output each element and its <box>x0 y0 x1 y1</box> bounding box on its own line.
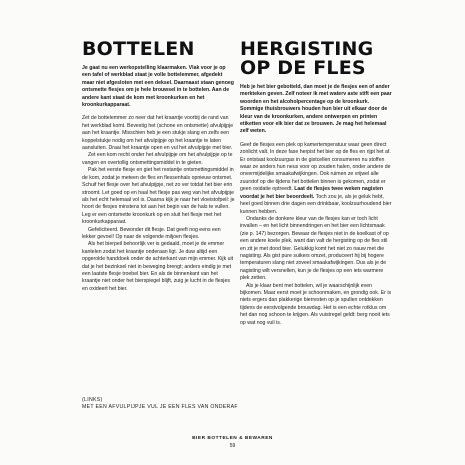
emphasis-text: Laat de flesjes twee weken nagisten voordat je het bier beoordeelt. <box>240 186 384 200</box>
body-paragraph: Als het bierpeil behoorlijk ver is gedaald, moet je de emmer kantelen zodat het kraantje onderaan ligt. Je duw altijd een opgerolde handdoek onder de achterkant van mijn emmer. Kijk uit dat je het bezinksel niet in beweging brengt; anders eindig je met een laatste flesje troebel bier. En als de binnenkant van het kraantje niet onder het bierspiegel blijft, zuig je lucht in de flesjes en oxideert het bier. <box>82 241 234 292</box>
heading-bottelen: BOTTELEN <box>82 38 195 60</box>
running-title: BIER BOTTELEN & BEWAREN <box>192 436 273 441</box>
body-paragraph <box>240 142 393 216</box>
body-paragraph: Zet een kom recht onder het afvulpijpje om het afvulpijpje op te vangen en overtollig ontsmettingsmiddel in te gieten. <box>82 152 233 166</box>
body-paragraph: Ondanks de donkere kleur van de flesjes kan er toch licht invallen – en het licht binnendringen en het bier een lichtsmaak (zie p. 147) bezorgen. Bewaar de flesjes niet in de koelkast of op een andere koele plek, want dan valt de hergisting op de fles stil en zit je met dood bier. Gelukkig komt het niet zo nauw met die nagisting. Als gist pure suikers omzet, produceert hij bij hogere temperaturen slang niet zoveel smaakafwijkingen. Dus als je de nagisting wilt versnellen, kun je de flesjes op een iets warmere plek zetten. <box>240 215 389 282</box>
page-number: 59 <box>229 443 236 449</box>
left-column <box>82 40 235 293</box>
right-column <box>240 40 393 327</box>
body-paragraph: Als je klaar bent met bottelen, wil je waarschijnlijk even bijkomen. Maar eerst moet je schoonmaken, en grondig ook. Er is niets ergers dan plakkerige bierresten op je spullen ontdekken tijdens de eerstvolgende brouwdag. Het is een echte rotklus om het dan nog schoon te krijgen. Als vuistregel geldt: berg nooit iets op wat nog vuil is. <box>240 282 392 326</box>
image-caption <box>82 397 242 412</box>
intro-paragraph-left: Je gaat nu een werkopstelling klaarmaken. Vlak voor je op een tafel of werkblad staat je volle bottelemmer, afgedekt maar niet afgesloten met een deksel. Daarnaast staan genoeg ontsmette flesjes om je hele brouwsel in te bottelen. Aan de andere kant staat de kom met kroonkurken en het kroonkurkapparaat. <box>82 65 234 109</box>
heading-hergisting: HERGISTING OP DE FLES <box>240 38 374 79</box>
body-paragraph: Gefeliciteerd. Bewonder dit flesje. Dat geeft nog eens een lekker gevoel! Op naar de volgende miljoen flesjes. <box>82 226 221 240</box>
body-text: Geef de flesjes een plek op kamertemperatuur waar geen direct zonlicht valt. In deze fase herpist het bier op de fles en rijpt het af. Er ontstaat koolzuurgas in de gistcellen consumeren nu stoffen waar ze anders hun neus voor op zouden halen, onder andere de onvermijdelijke smaakafwijkingen. Ook ruimen ze vrijwel alle zuurstof op die tijdens het bottelen binnen is gekomen, zodat er geen oxidatie optreedt. <box>240 141 391 193</box>
body-text: Toch zou je, als je geluk hebt, heel goed binnen drie dagen een drinkbaar, koolzuurhoudend bier kunnen hebben. <box>240 193 392 215</box>
caption-text: MET EEN AFVULPIJPJE VUL JE EEN FLES VAN ONDERAF <box>82 404 238 411</box>
page-footer <box>0 436 465 449</box>
body-paragraph: Pak het eerste flesje en giet het restantje ontsmettingsmiddel in de kom, zodat je meteen de fles en flessenhals opnieuw ontsmet. Schuif het flesje over het afvulpijpje, net zo ver totdat het bier erin stroomt. Let goed op en haal het flesje pas weg van het afvulpijpje als het echt helemaal vol is. Daarna kijk je naar het vloeistofpeil: je hoort de flesjes minstens tot aan het begin van de hals te vullen. Leg er een ontsmette kroonkurk op en sluit het flesje met het kroonkurkapparaat. <box>82 167 235 226</box>
intro-paragraph-right: Heb je het bier gebotteld, dan moet je de flesjes een of ander merkteken geven. Zelf noteer ik met waterv aste stift een paar woorden en het alcoholpercentage op de kroonkurk. Sommige thuisbrouwers houden hun bier uit elkaar door de kleur van de kroonkurken, andere ontwerpen en printen etiketten voor elk bier dat ze brouwen. Je mag het helemaal zelf weten. <box>240 84 392 135</box>
caption-direction: (LINKS) <box>82 397 103 403</box>
body-paragraph: Zet de bottelemmer zo neer dat het kraantje voorbij de rand van het werkblad komt. Bevestig het (schone en ontsmette) afvulpijpje aan het kraantje. Misschien heb je een stukje slang en zelfs een koppelstukje nodig om het afvulpijpje op het kraantje te laten aansluiten. Draai het kraantje open en vul het afvulpijpje met bier. <box>82 115 234 152</box>
